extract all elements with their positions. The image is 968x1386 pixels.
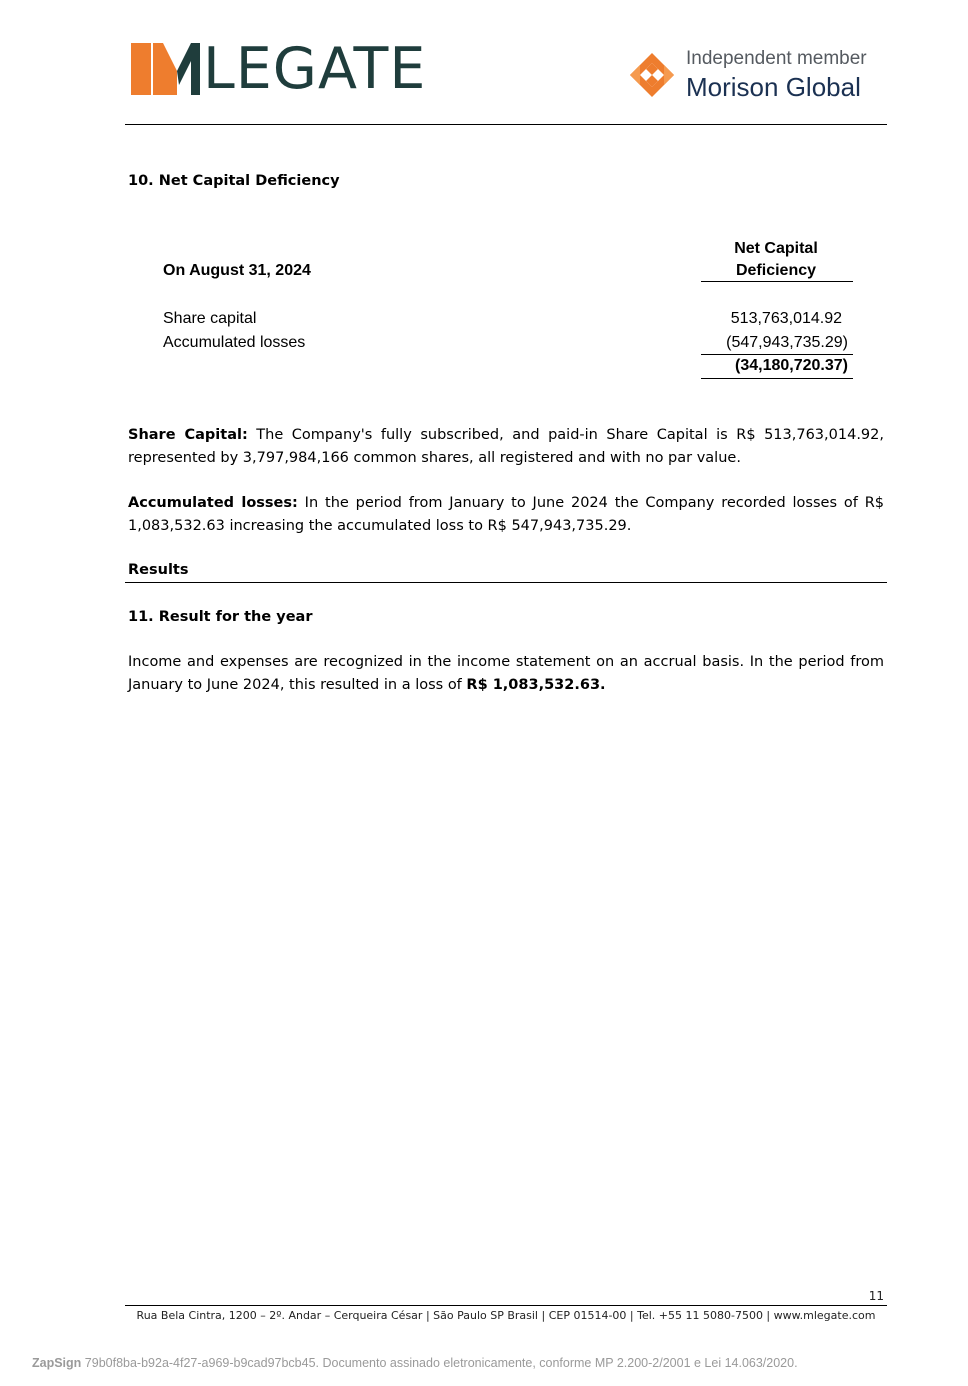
column-header-underline: [701, 281, 853, 282]
page-number: 11: [868, 1289, 884, 1303]
header-divider: [125, 124, 887, 125]
morison-tagline: Independent member: [686, 48, 867, 69]
table-date-label: On August 31, 2024: [163, 262, 311, 279]
footer-divider: [125, 1305, 887, 1306]
morison-global-logo: [628, 48, 888, 102]
mlegate-m-mark-icon: [131, 43, 201, 95]
column-header-line1: Net Capital: [734, 240, 818, 257]
accumulated-losses-paragraph: [128, 492, 884, 537]
section-11-title: 11. Result for the year: [128, 609, 313, 625]
row-accumulated-losses-label: Accumulated losses: [163, 334, 306, 351]
zapsign-signature-note: [32, 1356, 798, 1370]
mlegate-logo: [131, 36, 427, 102]
row-total-value: (34,180,720.37): [735, 357, 848, 374]
result-text: Income and expenses are recognized in the income statement on an accrual basis. In the period from January to June 2024, this resulted in a loss of: [128, 654, 884, 693]
subtotal-line: [701, 354, 853, 355]
mlegate-logo-text: LEGATE: [203, 36, 427, 102]
table-column-header: [700, 238, 852, 282]
results-divider: [125, 582, 887, 583]
accumulated-losses-text: In the period from January to June 2024 the Company recorded losses of R$ 1,083,532.63 increasing the accumulated loss to R$ 547,943,735.29.: [128, 495, 884, 534]
share-capital-label: Share Capital:: [128, 427, 248, 443]
share-capital-paragraph: [128, 424, 884, 469]
row-share-capital-label: Share capital: [163, 310, 257, 327]
morison-name: Morison Global: [686, 72, 861, 102]
zapsign-brand: ZapSign: [32, 1356, 82, 1370]
share-capital-text: The Company's fully subscribed, and paid-in Share Capital is R$ 513,763,014.92, represented by 3,797,984,166 common shares, all registered and with no par value.: [128, 427, 884, 466]
morison-star-icon: [628, 51, 676, 99]
result-loss-value: R$ 1,083,532.63.: [466, 676, 606, 693]
accumulated-losses-label: Accumulated losses:: [128, 495, 298, 511]
row-accumulated-losses-value: (547,943,735.29): [726, 334, 848, 351]
result-paragraph: [128, 651, 884, 696]
section-10-title: 10. Net Capital Deficiency: [128, 173, 340, 189]
total-line: [701, 378, 853, 379]
column-header-line2: Deficiency: [735, 262, 817, 279]
row-share-capital-value: 513,763,014.92: [730, 310, 842, 327]
footer-address: Rua Bela Cintra, 1200 – 2º. Andar – Cerqueira César | São Paulo SP Brasil | CEP 01514-00 | Tel. +55 11 5080-7500 | www.mlegate.com: [136, 1309, 876, 1322]
results-heading: Results: [128, 562, 189, 578]
zapsign-text: 79b0f8ba-b92a-4f27-a969-b9cad97bcb45. Documento assinado eletronicamente, conforme MP 2.200-2/2001 e Lei 14.063/2020.: [81, 1356, 798, 1370]
